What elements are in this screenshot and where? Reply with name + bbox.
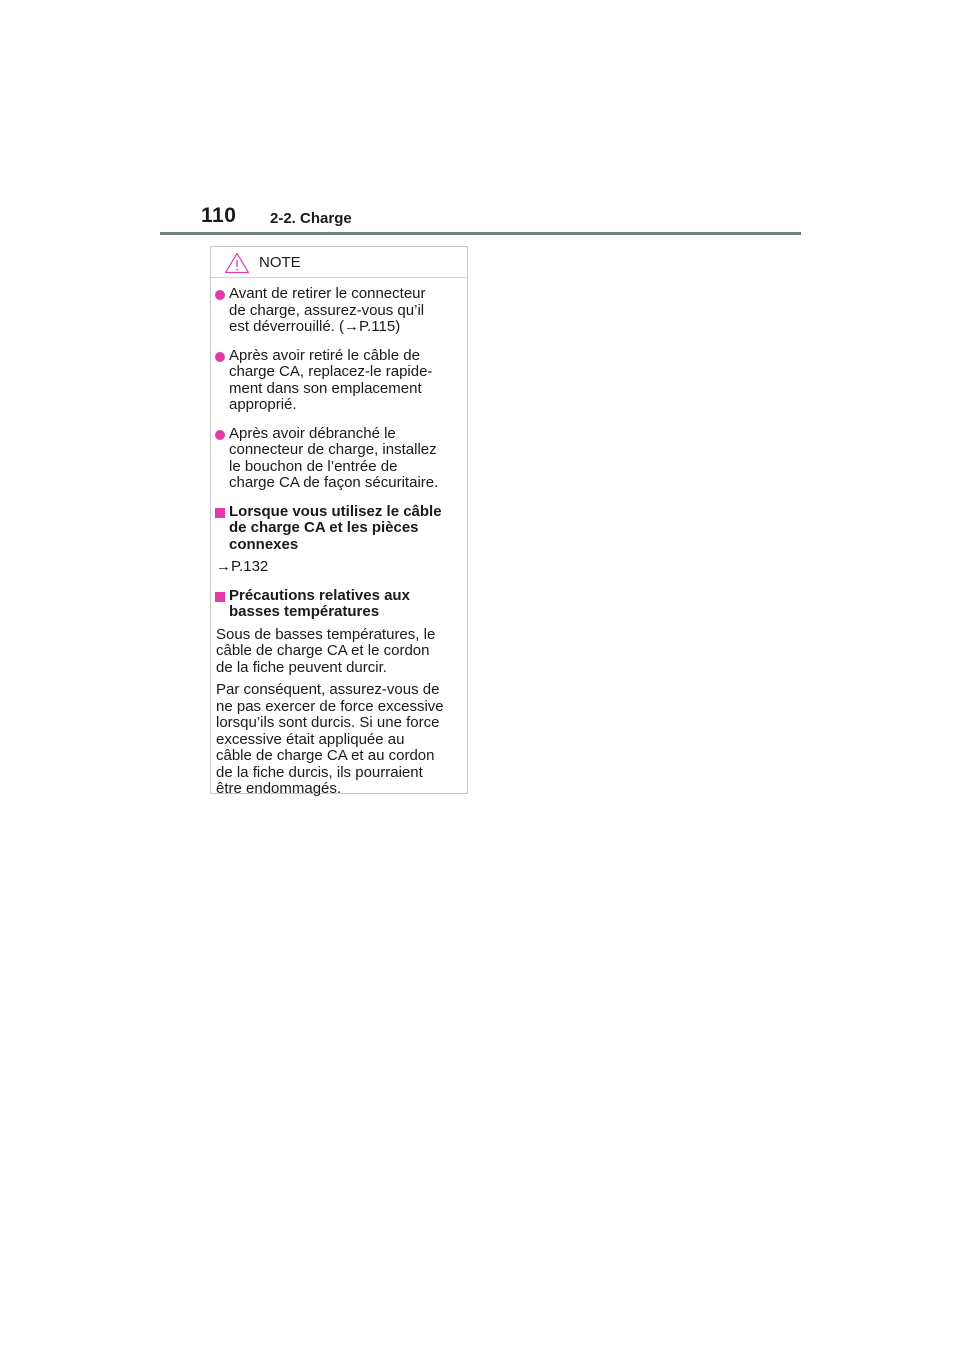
paragraph: Sous de basses températures, le câble de charge CA et le cordon de la fiche peuvent durcir. xyxy=(216,625,436,676)
subsection-heading-text: Lorsque vous utilisez le câble de charge CA et les pièces connexes xyxy=(229,502,442,553)
warning-triangle-icon xyxy=(224,252,250,274)
page-number: 110 xyxy=(201,204,237,227)
note-box xyxy=(210,246,468,797)
bullet-item xyxy=(215,426,459,492)
bullet-text: Après avoir retiré le câble de charge CA, replacez-le rapide- ment dans son emplacement approprié. xyxy=(229,346,433,413)
note-title: NOTE xyxy=(259,254,301,271)
bullet-dot-icon xyxy=(215,290,225,300)
page-reference: →P.132 xyxy=(216,558,269,575)
header-rule xyxy=(160,232,801,235)
paragraph: Par conséquent, assurez-vous de ne pas exercer de force excessive lorsqu’ils sont durcis. Si une force excessive était appliquée au câble de charge CA et au cordon de la fiche durcis, ils pourraient être endommagés. xyxy=(216,681,444,797)
bullet-dot-icon xyxy=(215,430,225,440)
subsection-heading-text: Précautions relatives aux basses températures xyxy=(229,586,410,620)
bullet-item xyxy=(215,348,459,414)
section-title: 2-2. Charge xyxy=(270,210,352,227)
note-header xyxy=(211,247,467,278)
bullet-text: Avant de retirer le connecteur de charge, assurez-vous qu’il est déverrouillé. (→P.115) xyxy=(229,285,426,335)
subsection-heading xyxy=(215,504,459,554)
subsection-heading xyxy=(215,588,459,621)
square-bullet-icon xyxy=(215,592,225,602)
square-bullet-icon xyxy=(215,508,225,518)
bullet-dot-icon xyxy=(215,352,225,362)
note-body xyxy=(211,278,467,798)
bullet-text: Après avoir débranché le connecteur de charge, installez le bouchon de l’entrée de charge CA de façon sécuritaire. xyxy=(229,424,439,491)
bullet-item xyxy=(215,286,459,336)
